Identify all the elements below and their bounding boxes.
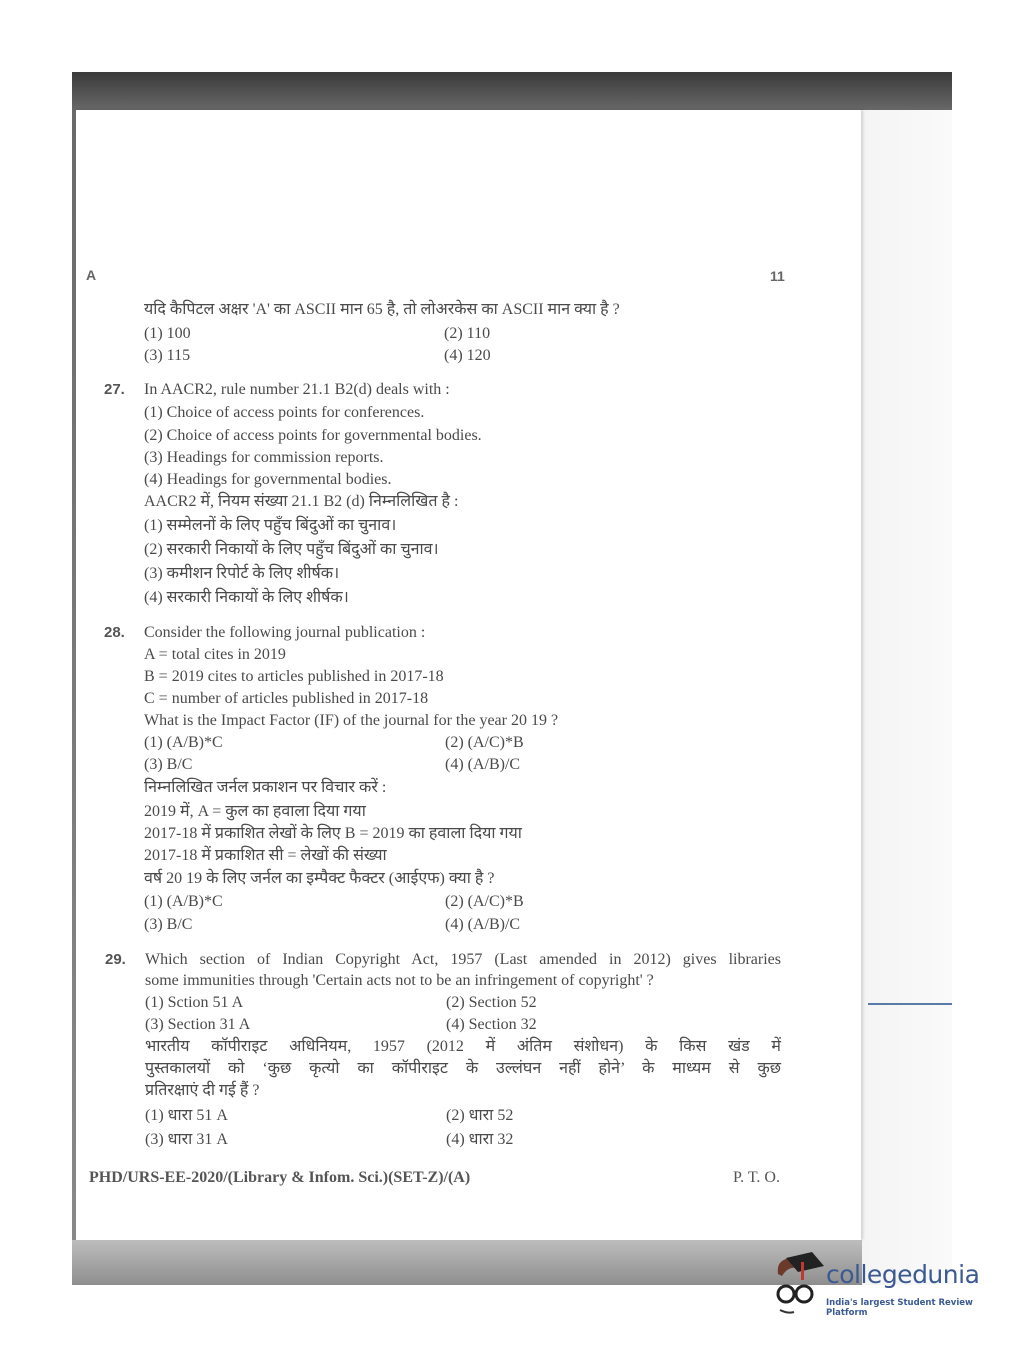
q28-hindi-line: वर्ष 20 19 के लिए जर्नल का इम्पैक्ट फैक्टर (आईएफ) क्या है ? [144, 870, 495, 887]
q27-number: 27. [104, 381, 125, 398]
q29-number: 29. [105, 951, 126, 968]
q28-option: (2) (A/C)*B [445, 734, 524, 751]
watermark-tagline: India's largest Student Review Platform [826, 1298, 973, 1318]
q27-option: (1) Choice of access points for conferences. [144, 404, 425, 421]
q29-hindi-line: प्रतिरक्षाएं दी गई हैं ? [145, 1082, 260, 1099]
page-number: 11 [770, 268, 785, 284]
q28-hindi-line: निम्नलिखित जर्नल प्रकाशन पर विचार करें : [144, 779, 387, 796]
q29-option: (1) Sction 51 A [145, 994, 244, 1011]
q26-option: (4) 120 [444, 347, 491, 364]
q29-hindi-option: (1) धारा 51 A [145, 1107, 228, 1124]
q26-option: (1) 100 [144, 325, 191, 342]
q28-line: A = total cites in 2019 [144, 646, 286, 663]
q27-hindi-option: (4) सरकारी निकायों के लिए शीर्षक। [144, 589, 349, 606]
scan-bottom-edge [72, 1240, 862, 1285]
q29-hindi-option: (2) धारा 52 [446, 1107, 514, 1124]
q27-hindi-option: (2) सरकारी निकायों के लिए पहुँच बिंदुओं का चुनाव। [144, 541, 439, 558]
q27-option: (4) Headings for governmental bodies. [144, 471, 392, 488]
mascot-icon [768, 1252, 824, 1322]
q29-hindi-line: भारतीय कॉपीराइट अधिनियम, 1957 (2012 में अंतिम संशोधन) के किस खंड में [145, 1038, 781, 1055]
collegedunia-watermark [768, 1252, 998, 1324]
q28-line: What is the Impact Factor (IF) of the journal for the year 20 19 ? [144, 712, 559, 729]
q29-hindi-option: (4) धारा 32 [446, 1131, 514, 1148]
q29-option: (4) Section 32 [446, 1016, 537, 1033]
q28-hindi-option: (4) (A/B)/C [445, 916, 521, 933]
q28-line: C = number of articles published in 2017-18 [144, 690, 429, 707]
q29-line: some immunities through 'Certain acts not to be an infringement of copyright' ? [145, 972, 654, 989]
q27-hindi-option: (1) सम्मेलनों के लिए पहुँच बिंदुओं का चुनाव। [144, 517, 397, 534]
q27-option: (2) Choice of access points for governmental bodies. [144, 427, 482, 444]
scan-edge-line [868, 1003, 952, 1005]
q28-hindi-option: (1) (A/B)*C [144, 893, 223, 910]
q27-hindi: AACR2 में, नियम संख्या 21.1 B2 (d) निम्नलिखित है : [144, 493, 459, 510]
q28-line: B = 2019 cites to articles published in 2017-18 [144, 668, 444, 685]
q27-hindi-option: (3) कमीशन रिपोर्ट के लिए शीर्षक। [144, 565, 340, 582]
q28-hindi-option: (3) B/C [144, 916, 193, 933]
q26-hindi: यदि कैपिटल अक्षर 'A' का ASCII मान 65 है, तो लोअरकेस का ASCII मान क्या है ? [144, 301, 620, 318]
q28-hindi-line: 2019 में, A = कुल का हवाला दिया गया [144, 803, 366, 820]
set-label: A [86, 267, 97, 283]
q28-number: 28. [104, 624, 125, 641]
watermark-name: collegedunia [826, 1260, 980, 1289]
q27-text: In AACR2, rule number 21.1 B2(d) deals with : [144, 381, 450, 398]
q29-option: (2) Section 52 [446, 994, 537, 1011]
q29-option: (3) Section 31 A [145, 1016, 251, 1033]
q29-hindi-option: (3) धारा 31 A [145, 1131, 228, 1148]
q28-option: (3) B/C [144, 756, 193, 773]
q27-option: (3) Headings for commission reports. [144, 449, 384, 466]
q28-option: (4) (A/B)/C [445, 756, 521, 773]
q26-option: (2) 110 [444, 325, 491, 342]
q29-line: Which section of Indian Copyright Act, 1957 (Last amended in 2012) gives libraries [145, 951, 781, 968]
q26-option: (3) 115 [144, 347, 191, 364]
q29-hindi-line: पुस्तकालयों को ‘कुछ कृत्यो का कॉपीराइट के उल्लंघन नहीं होने’ के माध्यम से कुछ [145, 1060, 781, 1077]
footer-pto: P. T. O. [733, 1169, 780, 1186]
footer-paper-code: PHD/URS-EE-2020/(Library & Infom. Sci.)(SET-Z)/(A) [89, 1169, 471, 1186]
q28-line: Consider the following journal publication : [144, 624, 426, 641]
q28-hindi-option: (2) (A/C)*B [445, 893, 524, 910]
q28-hindi-line: 2017-18 में प्रकाशित सी = लेखों की संख्या [144, 847, 387, 864]
q28-hindi-line: 2017-18 में प्रकाशित लेखों के लिए B = 2019 का हवाला दिया गया [144, 825, 522, 842]
q28-option: (1) (A/B)*C [144, 734, 223, 751]
scan-margin [860, 110, 952, 1285]
